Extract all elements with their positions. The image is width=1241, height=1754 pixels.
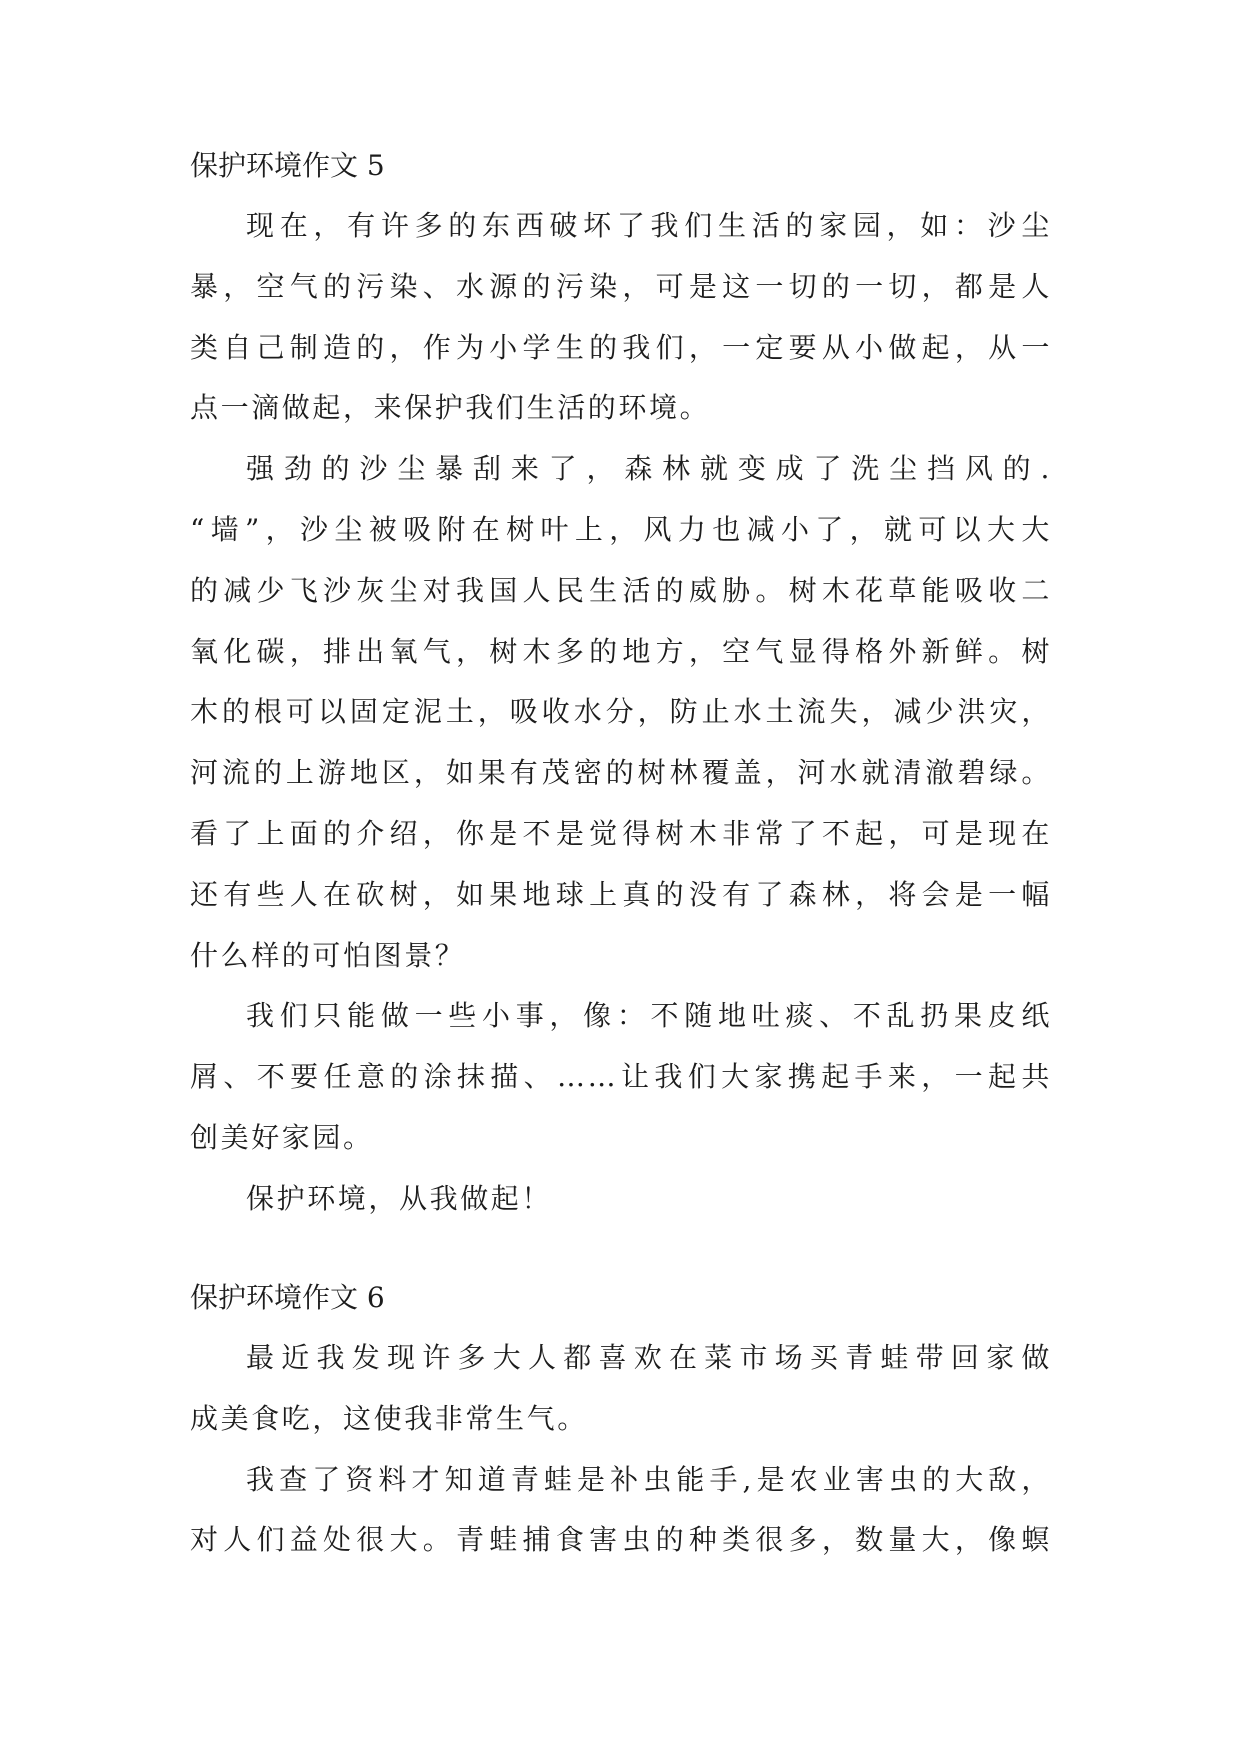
paragraph (190, 196, 1052, 439)
text-line: 最近我发现许多大人都喜欢在菜市场买青蛙带回家做 (246, 1341, 1052, 1374)
text-line: 保护环境，从我做起！ (246, 1181, 553, 1215)
essay-section-6 (190, 1268, 1052, 1571)
text-line: 氧化碳，排出氧气，树木多的地方，空气显得格外新鲜。树 (190, 634, 1052, 668)
text-line: “墙”，沙尘被吸附在树叶上，风力也减小了，就可以大大 (190, 512, 1052, 546)
essay-section-5 (190, 136, 1052, 1230)
text-line: 类自己制造的，作为小学生的我们，一定要从小做起，从一 (190, 330, 1052, 364)
text-line: 河流的上游地区，如果有茂密的树林覆盖，河水就清澈碧绿。 (190, 756, 1052, 790)
paragraph (190, 986, 1052, 1168)
paragraph (190, 1328, 1052, 1450)
text-line: 现在，有许多的东西破坏了我们生活的家园，如：沙尘 (246, 209, 1052, 242)
text-line: 强劲的沙尘暴刮来了，森林就变成了洗尘挡风的. (246, 452, 1052, 486)
text-line: 成美食吃，这使我非常生气。 (190, 1401, 588, 1435)
paragraph (190, 1450, 1052, 1572)
text-line: 木的根可以固定泥土，吸收水分，防止水土流失，减少洪灾， (190, 695, 1052, 729)
text-line: 我们只能做一些小事，像：不随地吐痰、不乱扔果皮纸 (246, 999, 1052, 1033)
text-line: 屑、不要任意的涂抹描、……让我们大家携起手来，一起共 (190, 1060, 1052, 1094)
text-line: 点一滴做起，来保护我们生活的环境。 (190, 391, 711, 425)
text-line: 创美好家园。 (190, 1120, 374, 1154)
paragraph (190, 1169, 1052, 1230)
text-line: 的减少飞沙灰尘对我国人民生活的威胁。树木花草能吸收二 (190, 573, 1052, 607)
text-line: 还有些人在砍树，如果地球上真的没有了森林，将会是一幅 (190, 877, 1052, 911)
text-line: 暴，空气的污染、水源的污染，可是这一切的一切，都是人 (190, 269, 1052, 303)
section-title: 保护环境作文 5 (190, 149, 385, 182)
text-line: 看了上面的介绍，你是不是觉得树木非常了不起，可是现在 (190, 816, 1052, 850)
text-line: 对人们益处很大。青蛙捕食害虫的种类很多，数量大，像螟 (190, 1523, 1052, 1557)
section-title: 保护环境作文 6 (190, 1281, 385, 1314)
text-line: 我查了资料才知道青蛙是补虫能手,是农业害虫的大敌， (246, 1462, 1052, 1496)
paragraph (190, 439, 1052, 986)
text-line: 什么样的可怕图景？ (190, 938, 466, 972)
